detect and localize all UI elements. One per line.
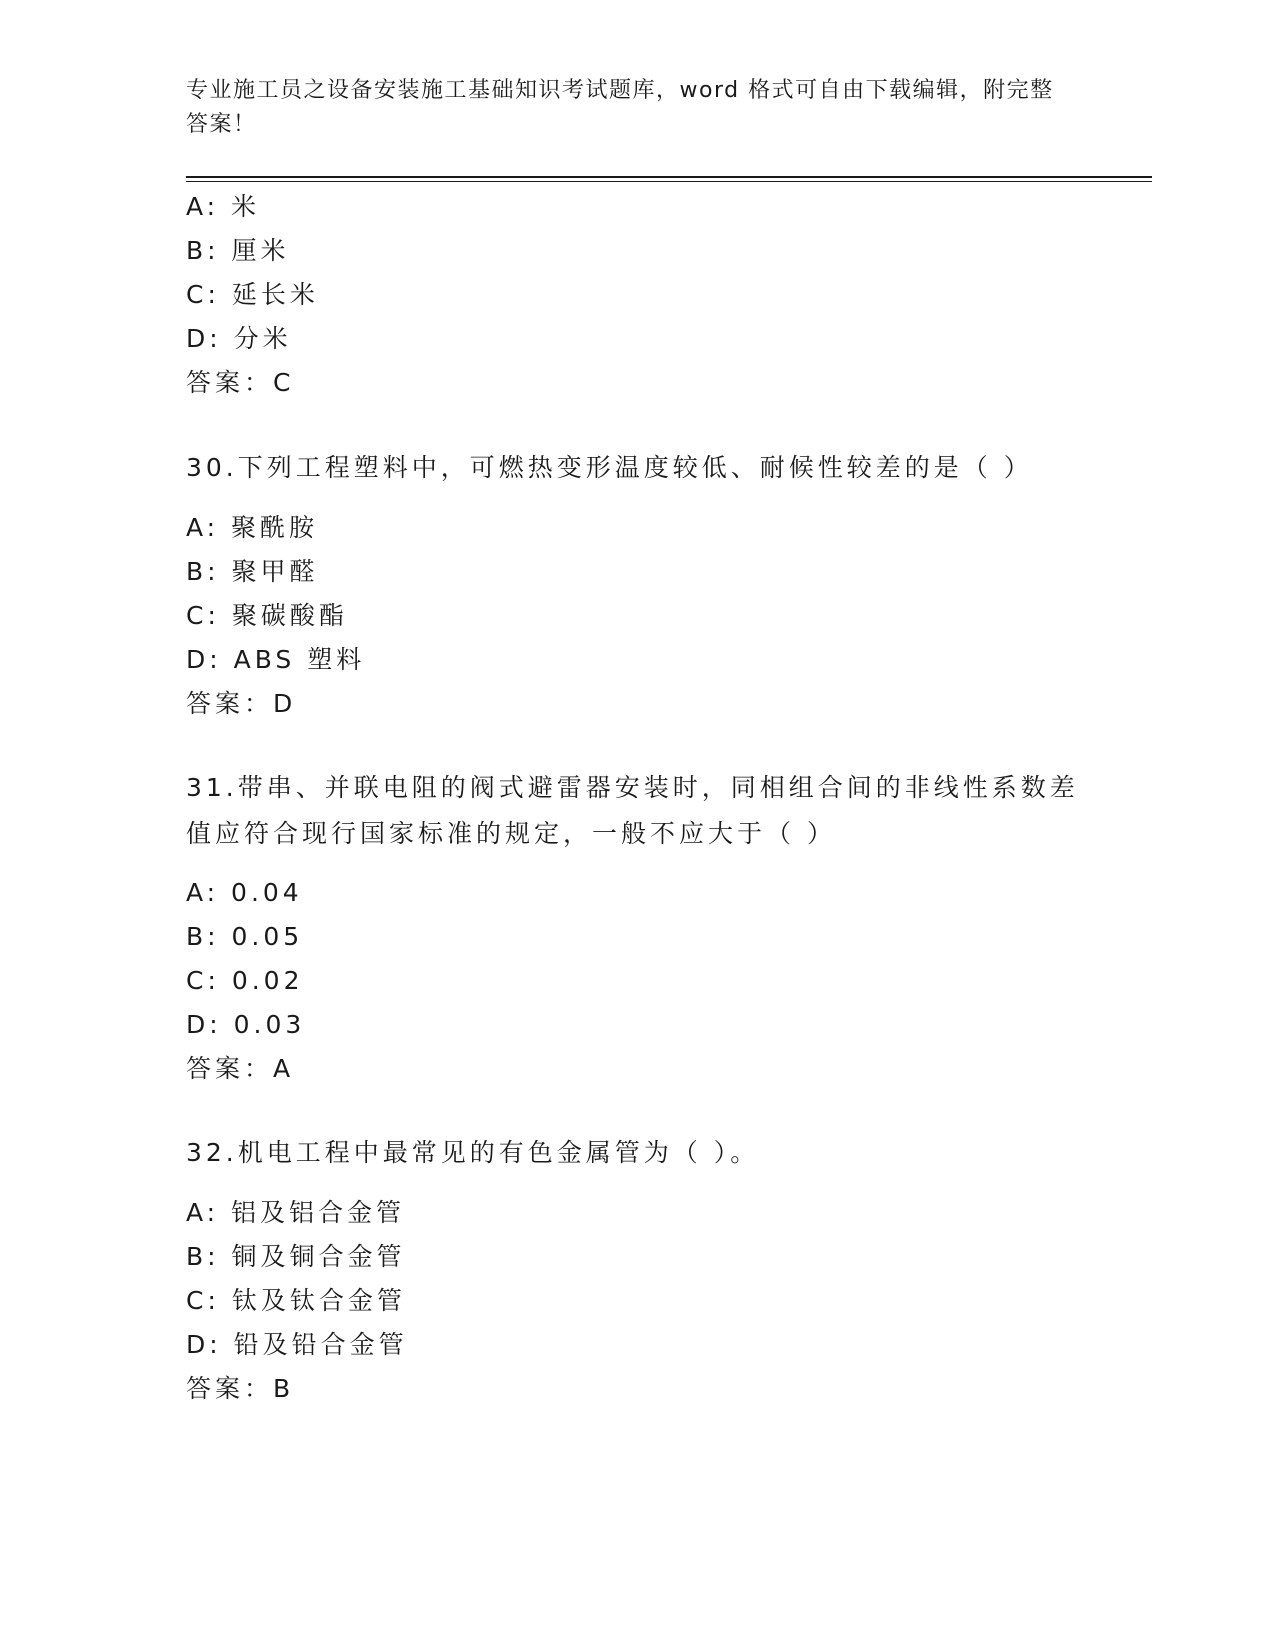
prev-answer: 答案：C [186, 368, 295, 397]
question-30-option-a: A: 聚酰胺 [186, 513, 319, 542]
prev-option-d: D: 分米 [186, 324, 292, 353]
question-31-option-d: D: 0.03 [186, 1010, 306, 1039]
document-header-title: 专业施工员之设备安装施工基础知识考试题库，word 格式可自由下载编辑，附完整答案！ [186, 78, 1054, 137]
question-30-stem: 30.下列工程塑料中，可燃热变形温度较低、耐候性较差的是（ ） [186, 453, 1033, 482]
header-divider-thin [186, 181, 1152, 182]
question-32-option-d: D: 铅及铅合金管 [186, 1330, 408, 1359]
question-32-answer: 答案：B [186, 1374, 295, 1403]
question-31-answer: 答案：A [186, 1054, 295, 1083]
question-31-option-a: A: 0.04 [186, 878, 303, 907]
question-30-option-b: B: 聚甲醛 [186, 557, 319, 586]
question-32-option-a: A: 铝及铝合金管 [186, 1198, 406, 1227]
question-30-option-c: C: 聚碳酸酯 [186, 601, 348, 630]
question-30-option-d: D: ABS 塑料 [186, 645, 366, 674]
header-divider-thick [186, 176, 1152, 178]
prev-option-b: B: 厘米 [186, 236, 290, 265]
question-31-stem: 31.带串、并联电阻的阀式避雷器安装时，同相组合间的非线性系数差值应符合现行国家标准的规定，一般不应大于（ ） [186, 773, 1079, 848]
question-30-answer: 答案：D [186, 689, 297, 718]
question-32-stem: 32.机电工程中最常见的有色金属管为（ ）。 [186, 1138, 760, 1167]
question-31-option-b: B: 0.05 [186, 922, 304, 951]
question-32-option-b: B: 铜及铜合金管 [186, 1242, 406, 1271]
prev-option-c: C: 延长米 [186, 280, 319, 309]
question-31-option-c: C: 0.02 [186, 966, 304, 995]
question-32-option-c: C: 钛及钛合金管 [186, 1286, 406, 1315]
prev-option-a: A: 米 [186, 192, 261, 221]
